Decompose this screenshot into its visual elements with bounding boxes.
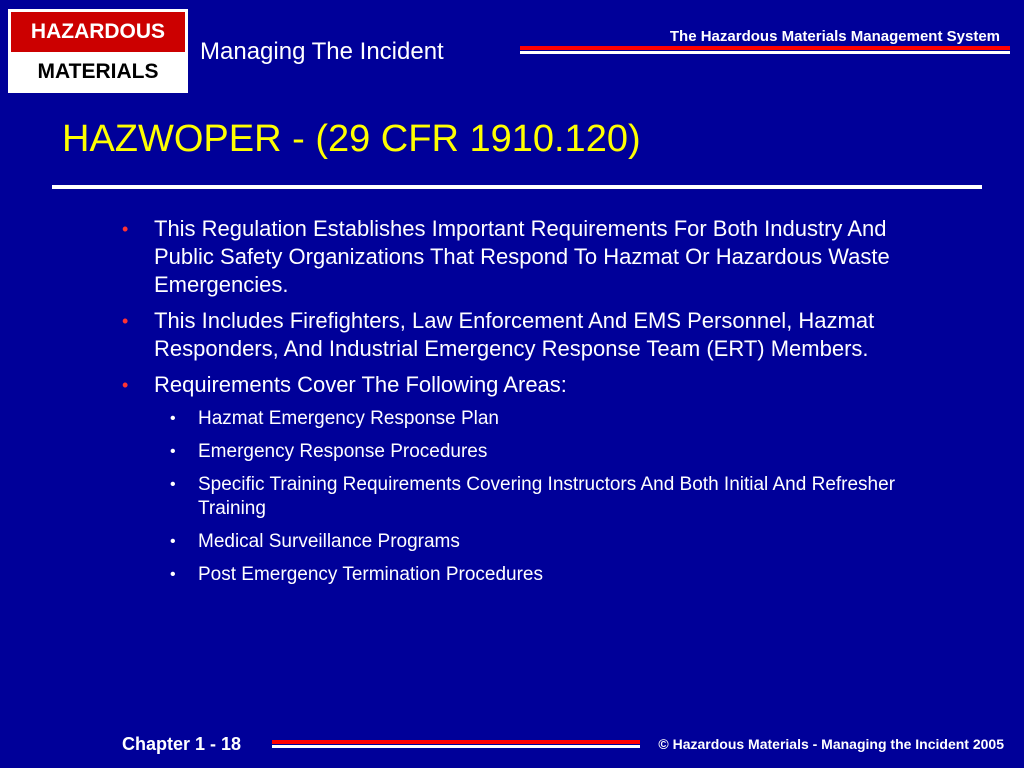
header-divider xyxy=(520,46,1010,54)
title-divider xyxy=(52,185,982,189)
header-subtitle: Managing The Incident xyxy=(200,38,444,65)
bullet-text: This Includes Firefighters, Law Enforcement And EMS Personnel, Hazmat Responders, And Industrial Emergency Response Team (ERT) Members. xyxy=(154,308,875,361)
subbullet-text: Medical Surveillance Programs xyxy=(198,531,460,552)
subbullet-dot-icon: • xyxy=(170,443,176,460)
slide-title: HAZWOPER - (29 CFR 1910.120) xyxy=(62,118,641,160)
subbullet-dot-icon: • xyxy=(170,566,176,583)
footer-divider xyxy=(272,740,640,748)
subbullet-dot-icon: • xyxy=(170,410,176,427)
logo-materials: MATERIALS xyxy=(37,60,159,83)
subbullet-dot-icon: • xyxy=(170,533,176,550)
chapter-label: Chapter 1 - 18 xyxy=(122,734,242,754)
bullet-dot-icon: • xyxy=(122,375,129,395)
header-system-title: The Hazardous Materials Management System xyxy=(669,28,1000,45)
bullet-dot-icon: • xyxy=(122,219,129,239)
slide-body xyxy=(118,215,938,596)
subbullet-item xyxy=(118,407,938,431)
subbullet-item xyxy=(118,440,938,464)
subbullet-text: Hazmat Emergency Response Plan xyxy=(198,408,499,429)
bullet-item xyxy=(118,307,938,363)
subbullet-item xyxy=(118,530,938,554)
copyright-notice: © Hazardous Materials - Managing the Incident 2005 xyxy=(658,736,1004,752)
bullet-item xyxy=(118,371,938,399)
bullet-dot-icon: • xyxy=(122,311,129,331)
logo xyxy=(8,9,188,93)
bullet-text: This Regulation Establishes Important Requirements For Both Industry And Public Safety Organizations That Respond To Hazmat Or Hazardous Waste Emergencies. xyxy=(154,216,890,297)
subbullet-text: Specific Training Requirements Covering Instructors And Both Initial And Refresher Training xyxy=(198,474,896,519)
logo-hazardous: HAZARDOUS xyxy=(11,12,185,52)
subbullet-text: Post Emergency Termination Procedures xyxy=(198,564,543,585)
subbullet-item xyxy=(118,563,938,587)
subbullet-dot-icon: • xyxy=(170,476,176,493)
bullet-item xyxy=(118,215,938,299)
subbullet-item xyxy=(118,473,938,521)
subbullet-text: Emergency Response Procedures xyxy=(198,441,488,462)
bullet-text: Requirements Cover The Following Areas: xyxy=(154,372,567,397)
